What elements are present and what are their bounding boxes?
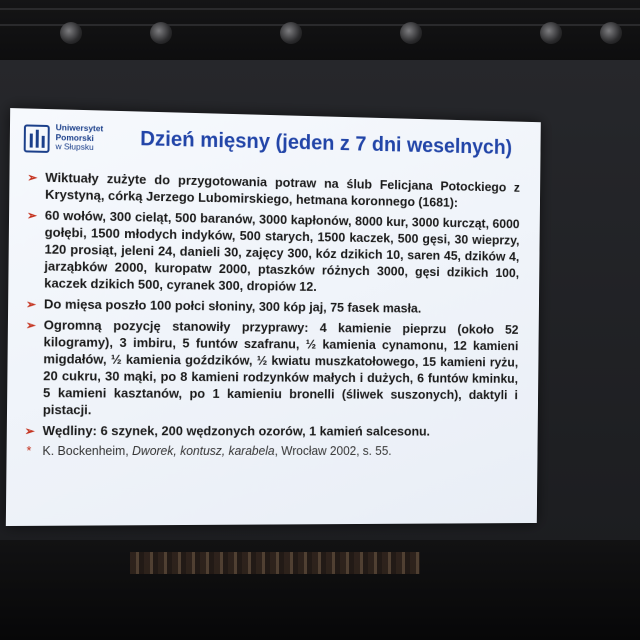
university-emblem-icon — [24, 124, 50, 153]
stage-light — [280, 22, 302, 44]
bullet-text: Do mięsa poszło 100 połci słoniny, 300 kóp jaj, 75 fasek masła. — [43, 296, 422, 316]
presentation-slide — [6, 108, 541, 526]
arrow-bullet-icon: ➢ — [27, 170, 38, 185]
audience-silhouettes — [130, 552, 420, 574]
slide-title: Dzień mięsny (jeden z 7 dni weselnych) — [140, 127, 513, 159]
logo-line-2: Pomorski — [55, 131, 94, 143]
bullet-item — [25, 316, 519, 419]
university-logo — [24, 122, 133, 160]
bullet-text: Ogromną pozycję stanowiły przyprawy: 4 kamienie pieprzu (około 52 kilogramy), 3 imbiru, 5 funtów szafranu, ½ kamienia cynamonu, 12 kamieni migdałów, ½ kamienia goździków, ½ kwiatu muszkatołowego, 15 kamieni ryżu, 20 cukru, 30 mąki, po 8 kamieni rodzynków małych i dużych, 6 funtów kminku, 5 kamieni kasztanów, po 1 kamieniu bronelli (śliwek suszonych), daktyli i pistacji. — [42, 317, 519, 418]
source-author: K. Bockenheim, — [42, 444, 133, 458]
bullet-text: 60 wołów, 300 cieląt, 500 baranów, 3000 kapłonów, 8000 kur, 3000 kurcząt, 6000 gołębi, 1500 młodych indyków, 500 starych, 1500 kaczek, 500 gęsi, 30 wieprzy, 120 prosiąt, jeleni 24, danieli 30, zajęcy 300, kóz dzikich 10, saren 45, dzików 4, jarząbków 2000, kuropatw 2000, ptaszków różnych 3000, gęsi dzikich 100, kaczek dzikich 500, cyranek 300, dropiów 12. — [44, 207, 520, 294]
bullet-item — [27, 168, 520, 212]
bullet-text: Wędliny: 6 szynek, 200 wędzonych ozorów, 1 kamień salcesonu. — [42, 423, 431, 439]
stage-light — [600, 22, 622, 44]
asterisk-icon: * — [26, 444, 32, 458]
bullet-item — [26, 206, 519, 297]
logo-line-3: w Słupsku — [55, 141, 94, 153]
stage-light — [60, 22, 82, 44]
arrow-bullet-icon: ➢ — [25, 297, 37, 312]
source-title: Dworek, kontusz, karabela — [132, 444, 275, 458]
logo-line-1: Uniwersytet — [55, 122, 104, 134]
bullet-text: Wiktuały zużyte do przygotowania potraw na ślub Felicjana Potockiego z Krystyną, córką Jerzego Lubomirskiego, hetmana koronnego (1681): — [45, 169, 521, 210]
slide-content — [24, 168, 520, 460]
arrow-bullet-icon: ➢ — [25, 318, 36, 333]
bullet-item — [25, 422, 518, 439]
arrow-bullet-icon: ➢ — [26, 208, 38, 223]
stage-light — [150, 22, 172, 44]
source-rest: , Wrocław 2002, s. 55. — [274, 444, 392, 458]
bullet-item — [26, 295, 519, 317]
logo-text — [55, 123, 103, 153]
stage-light — [400, 22, 422, 44]
arrow-bullet-icon: ➢ — [24, 424, 35, 439]
stage-light — [540, 22, 562, 44]
source-citation — [24, 443, 517, 460]
